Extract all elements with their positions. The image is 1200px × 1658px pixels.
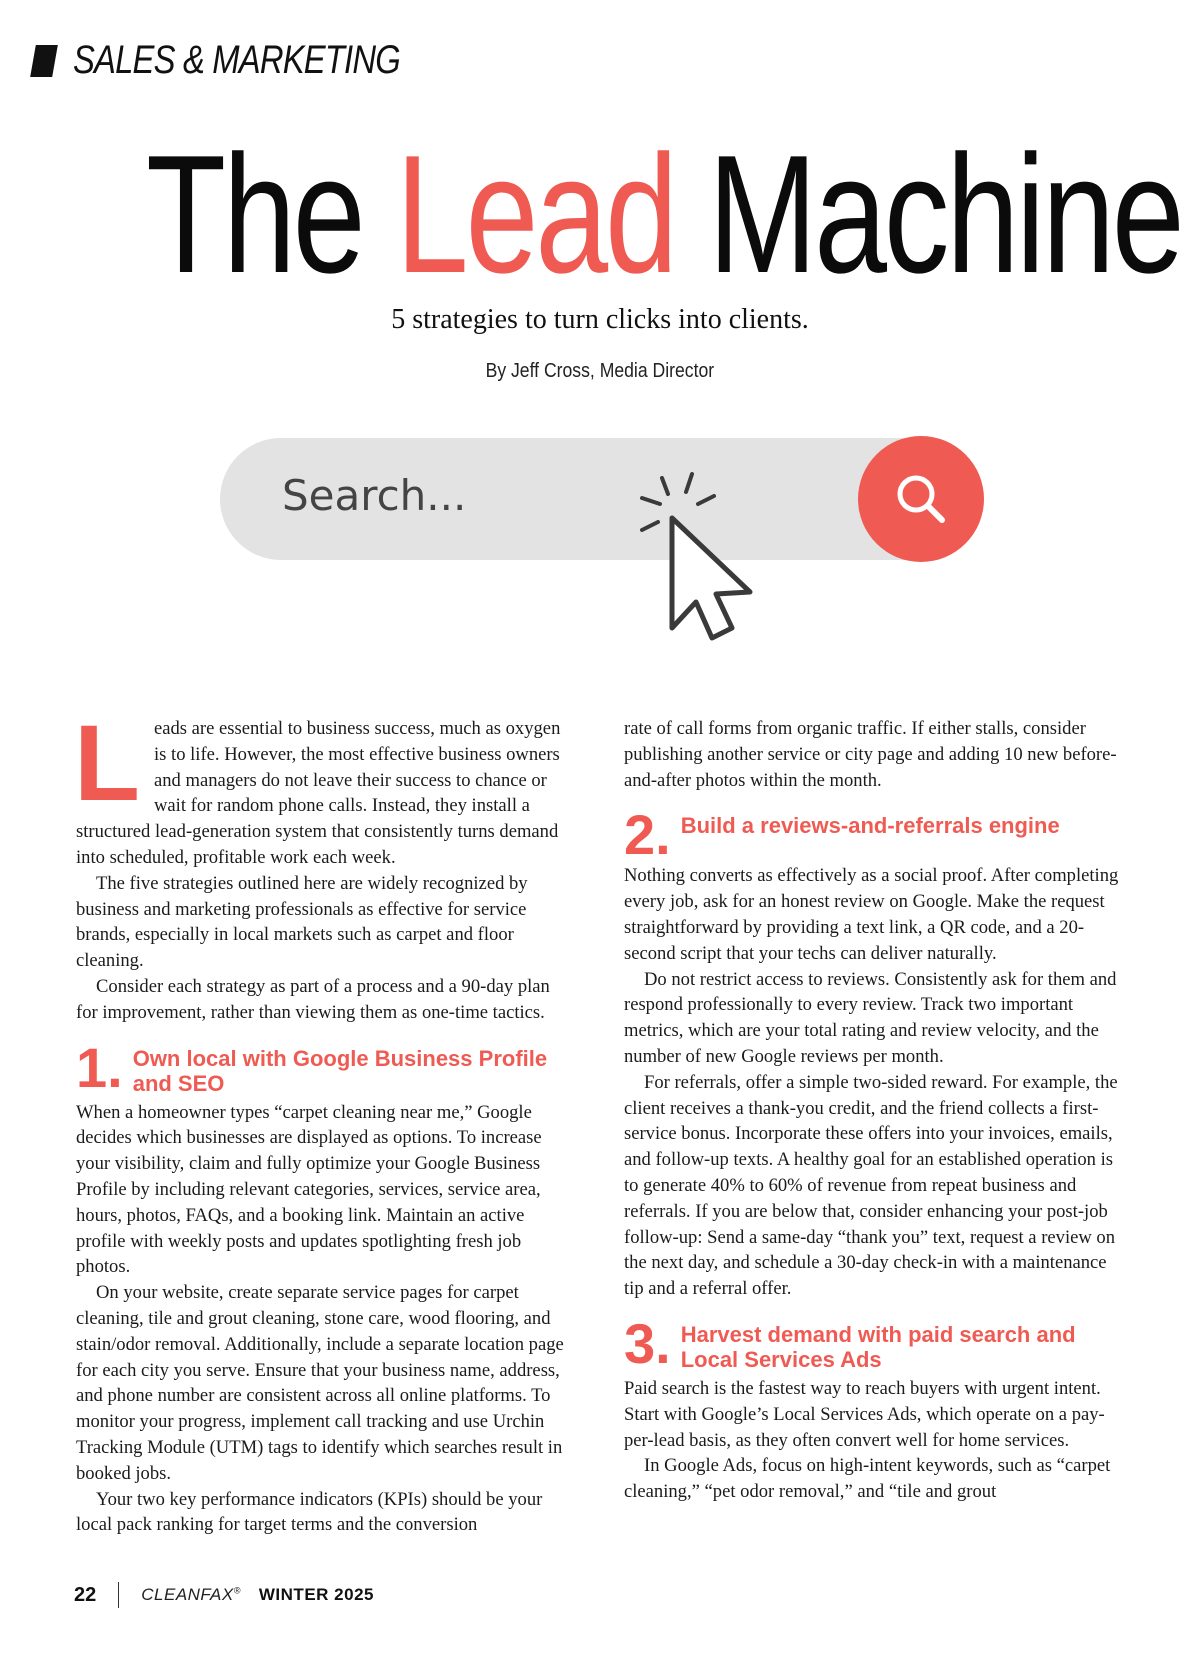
section-3-paragraph-2: In Google Ads, focus on high-intent keywords, such as “carpet cleaning,” “pet odor removal,” and “tile and grout [624,1455,1111,1503]
footer-divider [118,1582,119,1608]
section-2-paragraph-3: For referrals, offer a simple two-sided reward. For example, the client receives a thank-you credit, and the friend collects a first-service bonus. Incorporate these offers into your invoices, emails, and follow-up texts. A healthy goal for an established operation is to generate 40% to 60% of revenue from repeat business and referrals. If you are below that, consider enhancing your post-job follow-up: Send a same-day “thank you” text, request a review on the next day, and schedule a 30-day check-in with a maintenance tip and a referral offer. [624,1071,1118,1300]
section-3-number: 3. [624,1311,671,1375]
title-word-lead: Lead [395,120,675,308]
intro-p1-text: eads are essential to business success, much as oxygen is to life. However, the most effective business owners and managers do not leave their success to chance or wait for random phone calls. Instead, they install a structured lead-generation system that consistently turns demand into scheduled, profitable work each week. [76,718,561,868]
section-2-title: Build a reviews-and-referrals engine [680,813,1060,839]
issue-label: WINTER 2025 [258,1585,374,1604]
page-number: 22 [74,1583,97,1606]
section-3-title: Harvest demand with paid search and Local Services Ads [680,1321,1076,1372]
page-footer [74,1582,374,1608]
section-1-paragraph-1: When a homeowner types “carpet cleaning near me,” Google decides which businesses are displayed as options. To increase your visibility, claim and fully optimize your Google Business Profile by including relevant categories, services, service area, hours, photos, FAQs, and a booking link. Maintain an active profile with weekly posts and updates spotlighting fresh job photos. [76,1101,542,1278]
intro-paragraph-1 [74,702,576,871]
section-1-heading [76,1035,576,1099]
magazine-name-text: CLEANFAX [141,1585,234,1604]
drop-cap: L [74,702,140,823]
byline [0,360,1200,383]
section-3-paragraph-1: Paid search is the fastest way to reach buyers with urgent intent. Start with Google’s Local Services Ads, which operate on a pay-per-lead basis, as they often convert well for home services. [624,1377,1105,1451]
section-2-heading [624,803,1130,867]
article-title [0,120,1200,308]
title-word-machine: Machine [708,120,1182,308]
section-label: SALES & MARKETING [73,38,400,82]
search-button-illustration [858,436,984,562]
search-icon [891,469,951,529]
section-2-paragraph-1: Nothing converts as effectively as a social proof. After completing every job, ask for an honest review on Google. Make the request straightforward by providing a text link, a QR code, and a 20-second script that your techs can deliver naturally. [624,865,1119,964]
intro-paragraph-3: Consider each strategy as part of a process and a 90-day plan for improvement, rather than viewing them as one-time tactics. [76,975,550,1023]
column-left [74,702,576,1538]
magazine-name [141,1585,241,1605]
section-1-paragraph-3-continued: rate of call forms from organic traffic. If either stalls, consider publishing another service or city page and adding 10 new before-and-after photos within the month. [624,718,1117,791]
article-subtitle: 5 strategies to turn clicks into clients. [391,304,809,335]
section-1-paragraph-2: On your website, create separate service pages for carpet cleaning, tile and grout cleaning, stone care, wood flooring, and stain/odor removal. Additionally, include a separate location page for each city you serve. Ensure that your business name, address, and phone number are consistent across all online platforms. To monitor your progress, implement call tracking and use Urchin Tracking Module (UTM) tags to identify which searches result in booked jobs. [76,1282,564,1484]
search-placeholder-text: Search... [282,471,467,520]
section-1-paragraph-3: Your two key performance indicators (KPIs) should be your local pack ranking for target terms and the conversion [76,1488,543,1536]
section-2-number: 2. [624,803,671,867]
section-2-paragraph-2: Do not restrict access to reviews. Consistently ask for them and respond professionally to every review. Track two important metrics, which are your total rating and review velocity, and the number of new Google reviews per month. [624,968,1117,1067]
section-tag [33,38,472,83]
section-3-heading [624,1311,1130,1375]
mouse-cursor-icon [620,468,780,648]
section-block-icon [30,45,58,77]
section-1-number: 1. [76,1035,123,1099]
section-1-title: Own local with Google Business Profile and SEO [132,1045,548,1096]
byline-text: By Jeff Cross, Media Director [485,360,715,382]
column-right [624,716,1130,1505]
intro-paragraph-2: The five strategies outlined here are widely recognized by business and marketing professionals as effective for service brands, especially in local markets such as carpet and floor cleaning. [76,872,528,972]
title-word-the: The [146,120,363,308]
registered-mark: ® [233,1585,241,1596]
